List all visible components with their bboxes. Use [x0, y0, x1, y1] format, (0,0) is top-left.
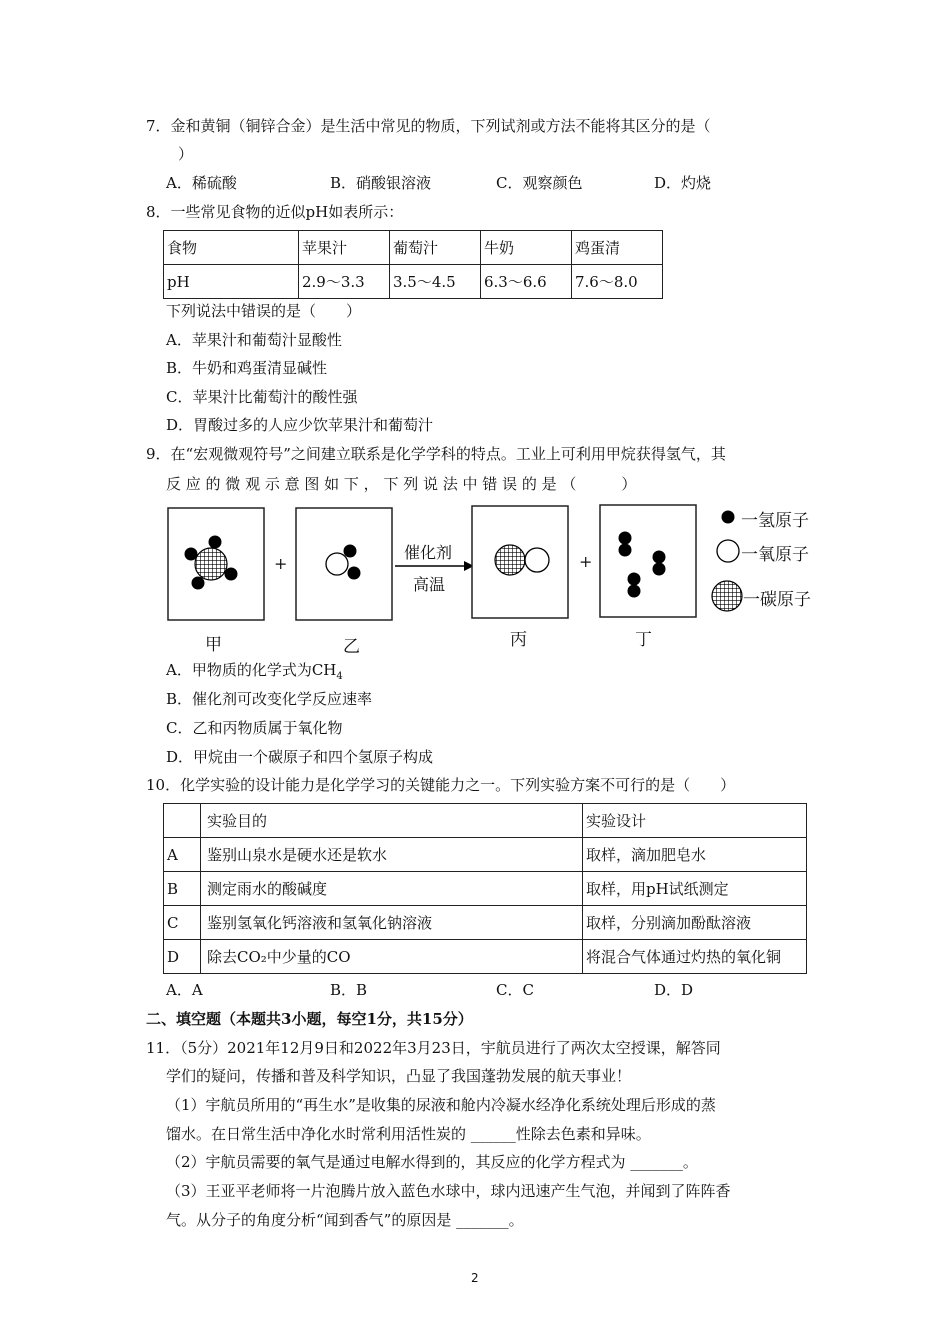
q10-experiment-table: [163, 803, 807, 974]
table-row: [164, 804, 807, 838]
table-row: [164, 838, 807, 872]
page-number: 2: [471, 1271, 479, 1285]
catalyst-label: 催化剂: [404, 543, 453, 562]
q9-option-b: B．催化剂可改变化学反应速率: [166, 690, 373, 708]
hydrogen-atom: [628, 585, 641, 598]
table-cell: 取样，用pH试纸测定: [583, 872, 807, 906]
table-cell: 葡萄汁: [390, 231, 481, 265]
table-cell: pH: [164, 265, 299, 299]
q9-option-d: D．甲烷由一个碳原子和四个氢原子构成: [166, 748, 434, 766]
caption-ding: 丁: [635, 630, 652, 650]
caption-bing: 丙: [510, 630, 527, 650]
q8-option-a: A．苹果汁和葡萄汁显酸性: [166, 331, 342, 349]
q11-part3-line1: （3）王亚平老师将一片泡腾片放入蓝色水球中，球内迅速产生气泡，并闻到了阵阵香: [166, 1182, 731, 1200]
hydrogen-atom: [225, 568, 238, 581]
legend-hydrogen-label: 一氢原子: [741, 511, 809, 531]
table-cell: 鉴别山泉水是硬水还是软水: [201, 838, 583, 872]
table-cell: 7.6～8.0: [572, 265, 663, 299]
q11-part3-line2: 气。从分子的角度分析“闻到香气”的原因是 _______。: [166, 1211, 524, 1229]
q7-option-a: A．稀硫酸: [166, 174, 237, 192]
q8-option-d: D．胃酸过多的人应少饮苹果汁和葡萄汁: [166, 416, 434, 434]
table-cell: C: [164, 906, 201, 940]
table-cell: D: [164, 940, 201, 974]
table-cell: 除去CO₂中少量的CO: [201, 940, 583, 974]
hydrogen-atom: [209, 536, 222, 549]
table-cell: A: [164, 838, 201, 872]
q10-stem: 10．化学实验的设计能力是化学学习的关键能力之一。下列实验方案不可行的是（ ）: [146, 776, 736, 794]
table-cell: 鉴别氢氧化钙溶液和氢氧化钠溶液: [201, 906, 583, 940]
q8-prompt: 下列说法中错误的是（ ）: [166, 302, 362, 320]
legend-oxygen-icon: [717, 540, 739, 562]
q8-stem: 8．一些常见食物的近似pH如表所示：: [146, 203, 404, 221]
table-cell: 将混合气体通过灼热的氧化铜: [583, 940, 807, 974]
legend-hydrogen-icon: [722, 511, 735, 524]
q10-option-b: B．B: [330, 981, 368, 999]
table-cell: 牛奶: [481, 231, 572, 265]
q10-option-c: C．C: [496, 981, 534, 999]
legend-oxygen-label: 一氧原子: [741, 545, 809, 565]
table-row: [164, 940, 807, 974]
table-cell: [164, 804, 201, 838]
hydrogen-atom: [653, 563, 666, 576]
hydrogen-atom: [619, 532, 632, 545]
table-row: [164, 872, 807, 906]
table-cell: 取样，滴加肥皂水: [583, 838, 807, 872]
legend-carbon-icon: [712, 581, 742, 611]
table-row: [164, 906, 807, 940]
table-cell: 测定雨水的酸碱度: [201, 872, 583, 906]
table-cell: 实验设计: [583, 804, 807, 838]
table-cell: 鸡蛋清: [572, 231, 663, 265]
q7-option-b: B．硝酸银溶液: [330, 174, 432, 192]
legend-carbon-label: 一碳原子: [743, 590, 811, 610]
box-ding: [600, 505, 696, 617]
q11-line1: 11．（5分）2021年12月9日和2022年3月23日，宇航员进行了两次太空授课，解答同: [146, 1039, 721, 1057]
table-cell: 实验目的: [201, 804, 583, 838]
hydrogen-atom: [619, 544, 632, 557]
table-cell: 2.9～3.3: [299, 265, 390, 299]
caption-jia: 甲: [205, 635, 222, 655]
q8-option-c: C．苹果汁比葡萄汁的酸性强: [166, 388, 358, 406]
table-cell: 取样，分别滴加酚酞溶液: [583, 906, 807, 940]
oxygen-atom: [326, 553, 348, 575]
table-cell: 食物: [164, 231, 299, 265]
table-cell: 6.3～6.6: [481, 265, 572, 299]
q7-stem: 7．金和黄铜（铜锌合金）是生活中常见的物质，下列试剂或方法不能将其区分的是（: [146, 117, 711, 135]
hydrogen-atom: [653, 551, 666, 564]
q8-option-b: B．牛奶和鸡蛋清显碱性: [166, 359, 328, 377]
oxygen-atom: [525, 548, 549, 572]
q11-line2: 学们的疑问，传播和普及科学知识，凸显了我国蓬勃发展的航天事业！: [166, 1067, 632, 1085]
q11-part1-line1: （1）宇航员所用的“再生水”是收集的尿液和舱内冷凝水经净化系统处理后形成的蒸: [166, 1096, 716, 1114]
carbon-atom: [195, 548, 227, 580]
hydrogen-atom: [192, 577, 205, 590]
condition-label: 高温: [413, 575, 446, 594]
q11-part1-line2: 馏水。在日常生活中净化水时常利用活性炭的 ______性除去色素和异味。: [166, 1125, 651, 1143]
carbon-atom: [495, 545, 525, 575]
section-title: 二、填空题（本题共3小题，每空1分，共15分）: [146, 1010, 473, 1028]
plus-sign: +: [579, 552, 593, 571]
hydrogen-atom: [348, 567, 361, 580]
table-cell: 苹果汁: [299, 231, 390, 265]
q10-option-a: A．A: [166, 981, 203, 999]
hydrogen-atom: [628, 573, 641, 586]
q7-stem-tail: ）: [178, 145, 194, 163]
q9-option-c: C．乙和丙物质属于氧化物: [166, 719, 343, 737]
q10-option-d: D．D: [654, 981, 694, 999]
plus-sign: +: [274, 554, 288, 573]
table-cell: 3.5～4.5: [390, 265, 481, 299]
q9-stem-line1: 9．在“宏观微观符号”之间建立联系是化学学科的特点。工业上可利用甲烷获得氢气，其: [146, 445, 726, 463]
caption-yi: 乙: [343, 637, 360, 657]
q11-part2: （2）宇航员需要的氧气是通过电解水得到的，其反应的化学方程式为 _______。: [166, 1153, 698, 1171]
q7-option-c: C．观察颜色: [496, 174, 583, 192]
q7-option-d: D．灼烧: [654, 174, 712, 192]
q9-option-a: A．甲物质的化学式为$CH_4$: [166, 661, 343, 682]
hydrogen-atom: [344, 545, 357, 558]
q9-stem-line2: 反 应 的 微 观 示 意 图 如 下 ， 下 列 说 法 中 错 误 的 是 （ ）: [166, 475, 637, 493]
hydrogen-atom: [185, 548, 198, 561]
table-cell: B: [164, 872, 201, 906]
